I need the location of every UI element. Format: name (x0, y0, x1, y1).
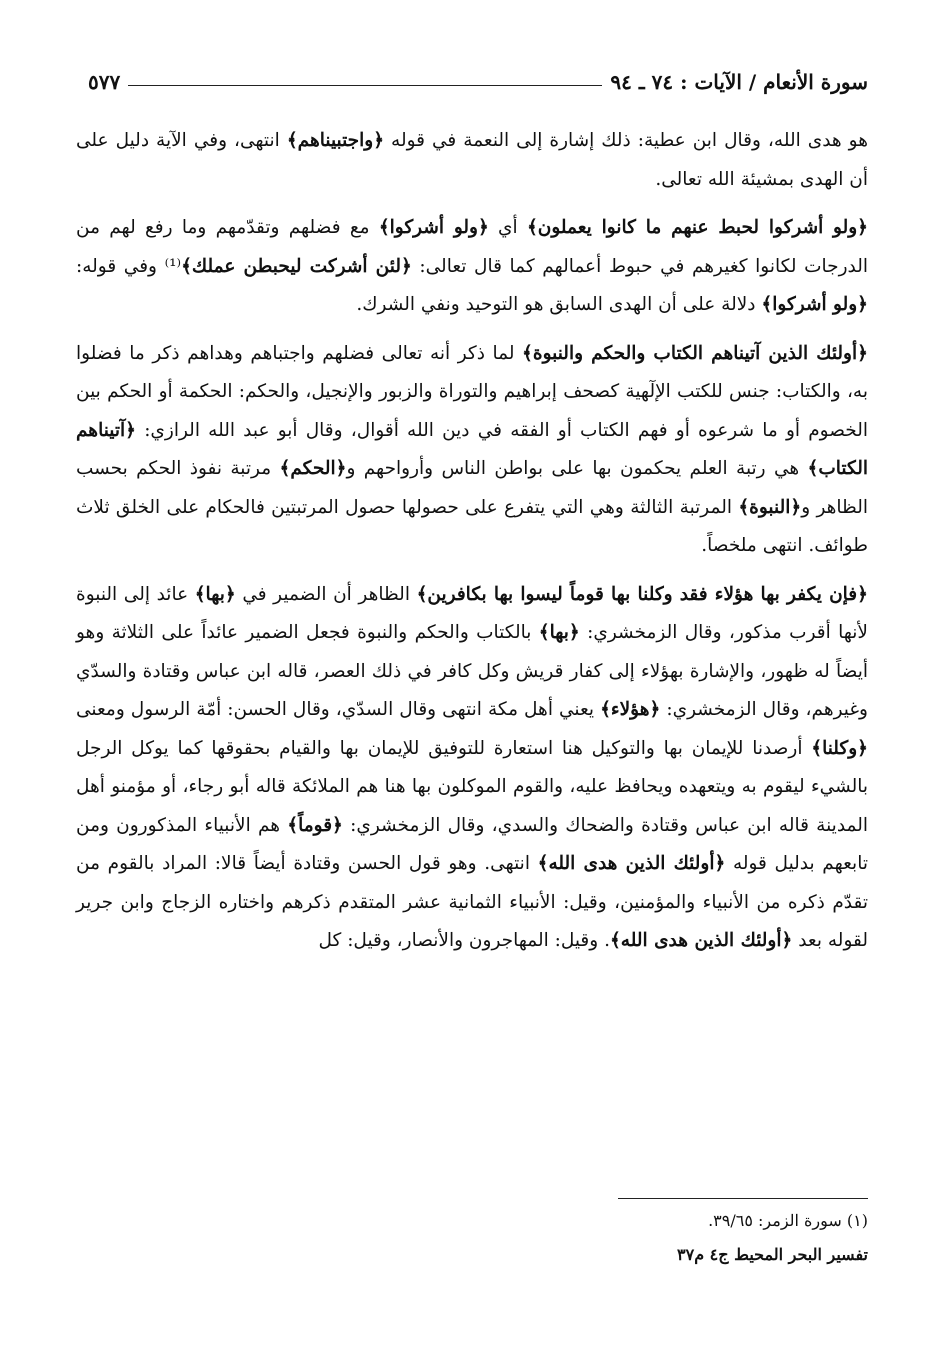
quran-quote: ﴿بها﴾ (194, 583, 236, 605)
quran-quote: ﴿ولو أشركوا﴾ (761, 294, 868, 315)
text-segment: بالكتاب والحكم والنبوة فجعل الضمير عائداً على الثلاثة وهو أيضاً له ظهور، والإشارة بهؤلاء إلى كفار قريش وكل كافر في ذلك العصر، قاله ابن عباس وقتادة والسدّي وغيرهم، وقال الزمخشري: (76, 622, 868, 720)
quran-quote: ﴿فإن يكفر بها هؤلاء فقد وكلنا بها قوماً ليسوا بها بكافرين﴾ (416, 583, 868, 605)
text-segment: دلالة على أن الهدى السابق هو التوحيد ونفي الشرك. (356, 294, 762, 315)
quran-quote: ﴿النبوة﴾ (738, 496, 802, 518)
header-rule (128, 85, 602, 86)
text-segment: هم الأنبياء المذكورون ومن تابعهم بدليل قوله (76, 814, 868, 874)
text-segment: أرصدنا للإيمان بها والتوكيل هنا استعارة للتوفيق للإيمان بها والقيام بحقوقها كما يوكل الرجل بالشيء ليقوم به ويتعهده ويحافظ عليه، والقوم الموكلون بها هنا هم الملائكة قاله أبو رجاء، أو مؤمنو أهل المدينة قاله ابن عباس وقتادة والضحاك والسدي، وقال الزمخشري: (76, 737, 868, 836)
page-number: ٥٧٧ (88, 70, 121, 94)
text-segment: ⁽¹⁾ وفي قوله: (76, 255, 182, 277)
text-segment: هو هدى الله، وقال ابن عطية: ذلك إشارة إلى النعمة في قوله (384, 130, 868, 151)
signature-mark: تفسير البحر المحيط ج٤ م٣٧ (677, 1245, 868, 1264)
text-segment: المرتبة الثالثة وهي التي يتفرع على حصولها حصول المرتبتين فالحكام على الخلق ثلاث طوائف. انتهى ملخصاً. (76, 496, 868, 556)
quran-quote: ﴿الحكم﴾ (279, 458, 347, 479)
quran-quote: ﴿آتيناهم الكتاب﴾ (76, 419, 868, 479)
paragraph (76, 122, 868, 199)
text-segment: لما ذكر أنه تعالى فضلهم واجتباهم وهداهم ذكر ما فضلوا به، والكتاب: جنس للكتب الإلٓهية كصحف إبراهيم والتوراة والزبور والإنجيل، والحكم: الحكمة أو الحكم بين الخصوم أو ما شرعوه أو فهم الكتاب أو الفقه في دين الله أقوال، وقال أبو عبد الله الرازي: (76, 342, 868, 441)
text-segment: هي رتبة العلم يحكمون بها على بواطن الناس وأرواحهم و (346, 458, 808, 479)
quran-quote: ﴿قوماً﴾ (287, 814, 343, 836)
quran-quote: ﴿أولئك الذين آتيناهم الكتاب والحكم والنبوة﴾ (522, 342, 868, 364)
body-text (76, 122, 868, 971)
paragraph (76, 209, 868, 325)
quran-quote: ﴿هؤلاء﴾ (600, 699, 661, 720)
text-segment: الظاهر أن الضمير في (235, 583, 417, 605)
text-segment: عائد إلى النبوة لأنها أقرب مذكور، وقال الزمخشري: (76, 583, 868, 643)
text-segment: يعني أهل مكة انتهى وقال السدّي، وقال الحسن: أمّة الرسول ومعنى (76, 699, 601, 720)
text-segment: أي (488, 217, 527, 238)
quran-quote: ﴿أولئك الذين هدى الله﴾ (609, 930, 793, 951)
text-segment: انتهى، وفي الآية دليل على أن الهدى بمشيئة الله تعالى. (76, 130, 868, 190)
text-segment: . وقيل: المهاجرون والأنصار، وقيل: كل (318, 930, 610, 951)
quran-quote: ﴿ولو أشركوا لحبط عنهم ما كانوا يعملون﴾ (526, 217, 869, 238)
footnote-rule (618, 1198, 868, 1199)
paragraph (76, 576, 868, 961)
quran-quote: ﴿وكلنا﴾ (811, 737, 868, 759)
quran-quote: ﴿بها﴾ (538, 622, 580, 643)
quran-quote: ﴿أولئك الذين هدى الله﴾ (537, 853, 726, 874)
text-segment: مرتبة نفوذ الحكم بحسب الظاهر و (76, 458, 868, 518)
quran-quote: ﴿لئن أشركت ليحبطن عملك﴾ (181, 255, 412, 277)
footnote: (١) سورة الزمر: ٣٩/٦٥. (708, 1211, 868, 1230)
text-segment: مع فضلهم وتقدّمهم وما رفع لهم من الدرجات لكانوا كغيرهم في حبوط أعمالهم كما قال تعالى: (76, 217, 868, 277)
quran-quote: ﴿ولو أشركوا﴾ (378, 217, 489, 238)
paragraph (76, 335, 868, 566)
text-segment: انتهى. وهو قول الحسن وقتادة أيضاً قالا: المراد بالقوم من تقدّم ذكره من الأنبياء والمؤمنين، وقيل: الأنبياء الثمانية عشر المتقدم ذكرهم واختاره الزجاج وابن جرير لقوله بعد (76, 853, 868, 951)
page-header (88, 62, 868, 102)
quran-quote: ﴿واجتبيناهم﴾ (286, 130, 385, 151)
running-title: سورة الأنعام / الآيات : ٧٤ ـ ٩٤ (610, 70, 868, 94)
